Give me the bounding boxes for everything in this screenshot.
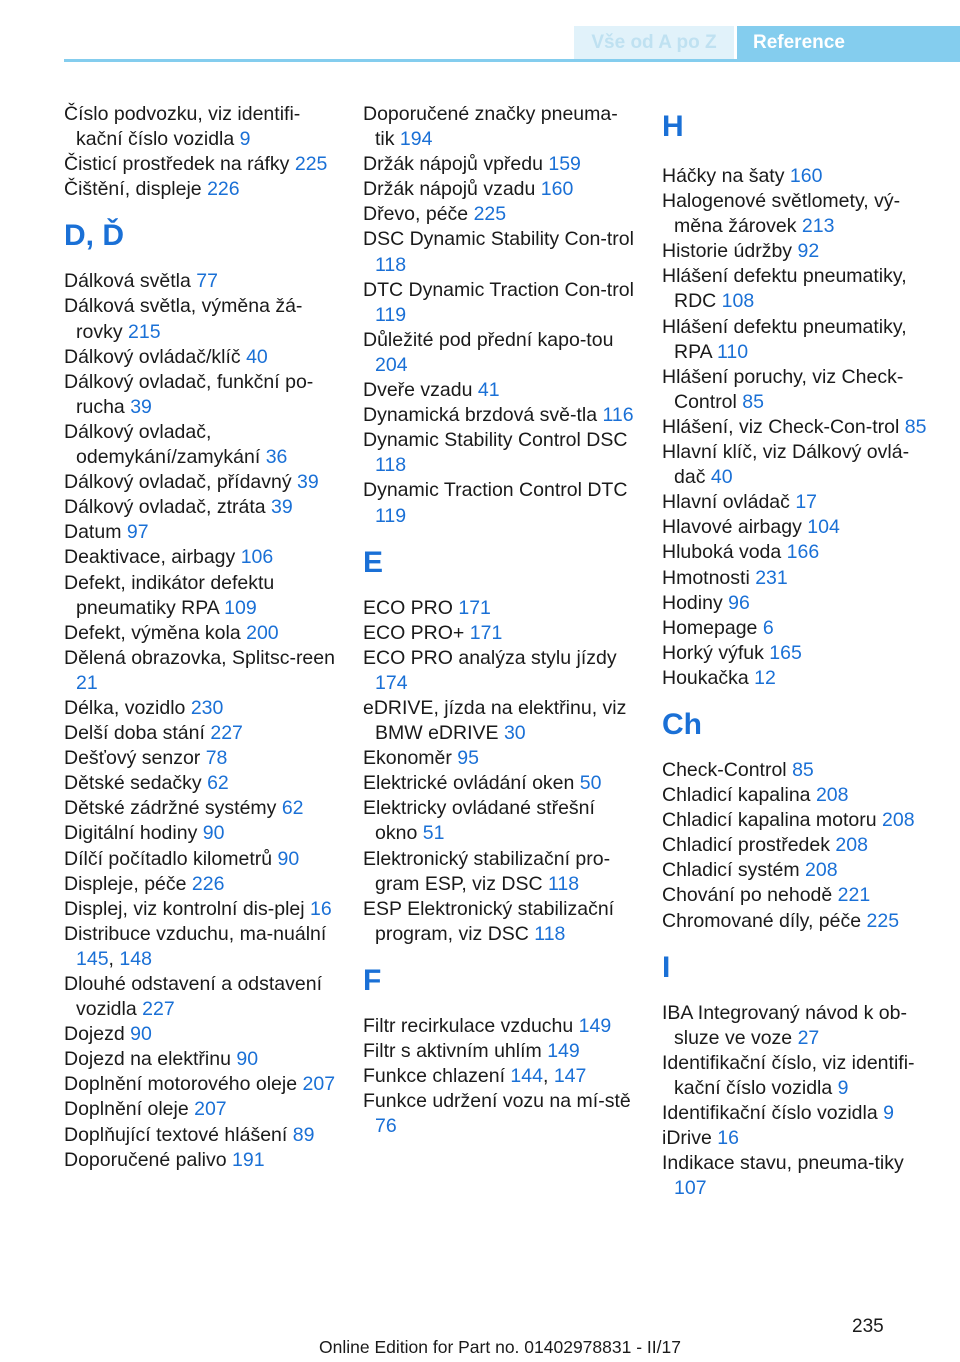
index-entry	[662, 365, 934, 415]
index-entry-text: Číslo podvozku, viz identifi‐kační číslo vozidla	[64, 103, 301, 151]
index-entry-text: ECO PRO analýza stylu jízdy	[363, 646, 617, 669]
page-reference-link[interactable]: 118	[548, 872, 580, 895]
index-entry-text: Hlášení defektu pneumatiky, RDC	[662, 265, 907, 313]
index-entry	[363, 771, 635, 796]
index-entry-text: ECO PRO+	[363, 621, 465, 644]
index-entry-text: Filtr recirkulace vzduchu	[363, 1014, 574, 1037]
page-reference-link[interactable]: 149	[547, 1040, 580, 1062]
page-reference-link[interactable]: 9	[837, 1076, 849, 1099]
index-column-3	[662, 102, 934, 1201]
page-reference-link[interactable]: 200	[246, 621, 279, 644]
index-entry	[363, 202, 635, 227]
index-entry-text: Dveře vzadu	[363, 379, 473, 402]
page-reference-link[interactable]: 97	[126, 521, 149, 544]
index-entry-text: Dělená obrazovka, Splitsc‐reen	[64, 646, 335, 669]
page-reference-link[interactable]: 165	[769, 641, 802, 664]
page-reference-link[interactable]: 145	[76, 947, 109, 970]
index-entry	[662, 591, 934, 616]
page-reference-link[interactable]: 215	[128, 320, 161, 343]
index-entry	[363, 278, 635, 328]
page-reference-link[interactable]: 16	[717, 1127, 739, 1150]
index-entry	[64, 102, 336, 152]
page-reference-link[interactable]: 50	[579, 772, 602, 795]
index-entry-text: Delší doba stání	[64, 722, 205, 745]
index-entry-text: ESP Elektronický stabilizační program, viz DSC	[363, 897, 615, 945]
header-chapter-tab: Reference	[737, 26, 960, 60]
page-reference-link[interactable]: 78	[205, 747, 228, 770]
page-reference-link[interactable]: 213	[801, 215, 835, 238]
index-entry-text: Halogenové světlomety, vý‐měna žárovek	[662, 190, 901, 238]
page-reference-link[interactable]: 171	[458, 596, 491, 619]
page-reference-link[interactable]: 208	[835, 834, 868, 857]
page-reference-link[interactable]: 89	[292, 1123, 315, 1146]
header-rule	[64, 59, 960, 62]
page-reference-link[interactable]: 227	[210, 722, 243, 745]
index-entry-text: Dálková světla	[64, 270, 191, 293]
index-entry-text: Chladicí systém	[662, 859, 800, 882]
index-entry-text: Doplnění oleje	[64, 1098, 189, 1121]
index-entry-text: Hlavní klíč, viz Dálkový ovlá‐dač	[662, 441, 910, 489]
page-reference-link[interactable]: 118	[375, 253, 407, 276]
index-entry	[363, 596, 635, 621]
index-letter-heading: E	[363, 545, 384, 579]
index-entry-text: Dálkový ovladač, přídavný	[64, 471, 292, 494]
index-entry	[363, 403, 635, 428]
page-reference-link[interactable]: 6	[762, 616, 774, 639]
index-entry	[662, 540, 934, 565]
page-reference-link[interactable]: 118	[375, 454, 407, 477]
page-reference-link[interactable]: 40	[246, 345, 268, 368]
index-entry: Distribuce vzduchu, ma‐nuální 145, 148	[64, 922, 327, 970]
index-entry-text: Filtr s aktivním uhlím	[363, 1040, 542, 1062]
page-reference-link[interactable]: 27	[797, 1026, 820, 1049]
page-reference-link[interactable]: 166	[786, 541, 820, 564]
index-entry	[662, 490, 934, 515]
index-entry	[64, 345, 336, 370]
page-reference-link[interactable]: 9	[239, 128, 251, 151]
page-reference-link[interactable]: 208	[815, 784, 849, 807]
index-entry	[64, 420, 336, 470]
index-entry-text: Elektronický stabilizační pro‐gram ESP, viz DSC	[363, 847, 611, 895]
index-entry	[662, 515, 934, 540]
index-entry	[363, 152, 635, 177]
index-entry	[363, 227, 635, 277]
index-entry	[662, 1101, 934, 1126]
index-entry-text: DSC Dynamic Stability Con‐trol	[363, 228, 634, 251]
page-reference-link[interactable]: 119	[375, 303, 407, 326]
index-entry-text: Délka, vozidlo	[64, 696, 186, 719]
index-entry	[64, 847, 336, 872]
page-reference-link[interactable]: 95	[457, 747, 479, 770]
index-letter-heading: H	[662, 110, 684, 143]
index-entry	[363, 621, 635, 646]
page-reference-link[interactable]: 107	[674, 1177, 707, 1200]
footer-edition: Online Edition for Part no. 01402978831 - II/17	[319, 1337, 681, 1357]
index-entry	[64, 545, 336, 570]
index-entry-text: Dálkový ovladač, funkční po‐rucha	[64, 370, 314, 418]
index-entry: Funkce chlazení 144, 147	[363, 1065, 587, 1088]
page-reference-link[interactable]: 116	[602, 404, 634, 427]
page-reference-link[interactable]: 204	[375, 353, 408, 376]
index-entry-text: Dynamická brzdová svě‐tla	[363, 404, 598, 427]
page-reference-link[interactable]: 36	[265, 446, 288, 469]
index-entry	[363, 746, 635, 771]
index-entry-text: IBA Integrovaný návod k ob‐sluze ve voze	[662, 1001, 907, 1049]
page-reference-link[interactable]: 39	[130, 395, 152, 418]
index-entry-text: Dílčí počítadlo kilometrů	[64, 847, 273, 870]
page-reference-link[interactable]: 90	[202, 822, 225, 845]
index-entry-text: Důležité pod přední kapo‐tou	[363, 328, 614, 351]
page-reference-link[interactable]: 160	[789, 165, 823, 187]
index-entry-text: Displeje, péče	[64, 872, 187, 895]
page-reference-link[interactable]: 30	[503, 722, 526, 745]
index-entry	[662, 616, 934, 641]
index-entry-text: Hmotnosti	[662, 566, 750, 589]
index-entry-text: Elektricky ovládané střešní okno	[363, 797, 595, 845]
index-entry-text: ECO PRO	[363, 596, 453, 619]
index-entry	[64, 520, 336, 545]
page-reference-link[interactable]: 208	[882, 809, 915, 832]
index-entry-text: Hlášení, viz Check-Con‐trol	[662, 415, 900, 438]
page-reference-link[interactable]: 17	[795, 491, 818, 514]
index-entry	[64, 1047, 336, 1072]
page-reference-link[interactable]: 144	[510, 1065, 543, 1088]
index-entry-text: Dynamic Traction Control DTC	[363, 479, 628, 502]
page-reference-link[interactable]: 207	[302, 1073, 336, 1096]
index-entry-text: Držák nápojů vzadu	[363, 178, 536, 201]
index-entry	[662, 239, 934, 264]
index-entry-text: Digitální hodiny	[64, 822, 198, 845]
index-letter-heading: D, Ď	[64, 219, 124, 253]
index-entry-text: Chladicí kapalina	[662, 784, 811, 807]
index-entry-text: Defekt, výměna kola	[64, 621, 241, 644]
index-entry-text: eDRIVE, jízda na elektřinu, viz BMW eDRIVE	[363, 696, 627, 745]
index-entry	[363, 378, 635, 403]
page-reference-link[interactable]: 208	[805, 859, 838, 882]
page-reference-link[interactable]: 77	[196, 270, 218, 293]
index-entry-text: Chladicí kapalina motoru	[662, 809, 877, 832]
index-entry	[64, 1148, 336, 1173]
index-entry-text: DTC Dynamic Traction Con‐trol	[363, 278, 634, 301]
index-entry	[64, 872, 336, 897]
page-reference-link[interactable]: 9	[883, 1102, 894, 1124]
index-entry	[363, 1089, 635, 1139]
index-entry	[363, 696, 635, 746]
index-entry-text: Distribuce vzduchu, ma‐nuální	[64, 922, 327, 945]
index-entry-text: Historie údržby	[662, 240, 793, 263]
index-entry	[662, 264, 934, 314]
page-reference-link[interactable]: 110	[717, 340, 749, 363]
page-reference-link[interactable]: 194	[399, 128, 433, 151]
page-reference-link[interactable]: 160	[540, 178, 574, 201]
index-entry-text: Hluboká voda	[662, 541, 782, 564]
index-entry	[64, 646, 336, 696]
index-letter-heading: Ch	[662, 707, 702, 741]
index-entry	[64, 269, 336, 294]
index-entry-text: Dojezd	[64, 1023, 125, 1046]
index-entry	[363, 646, 635, 696]
page-reference-link[interactable]: 104	[807, 516, 840, 539]
index-entry-text: Chromované díly, péče	[662, 909, 862, 932]
index-letter-heading: F	[363, 963, 382, 997]
page-reference-link[interactable]: 106	[240, 546, 274, 569]
index-letter-heading: I	[662, 950, 671, 984]
page-reference-link[interactable]: 16	[310, 897, 332, 920]
page-reference-link[interactable]: 62	[281, 797, 304, 820]
index-entry	[64, 1072, 336, 1097]
header-section-tab: Vše od A po Z	[574, 26, 734, 60]
page-reference-link[interactable]: 41	[477, 379, 500, 402]
index-entry	[64, 294, 336, 344]
index-entry	[662, 1151, 934, 1201]
index-entry-text: Dálkový ovladač, ztráta	[64, 496, 266, 519]
index-entry	[64, 771, 336, 796]
page-reference-link[interactable]: 12	[754, 666, 776, 689]
index-entry-text: Hodiny	[662, 591, 723, 614]
index-entry	[662, 415, 934, 440]
index-entry-text: Dešťový senzor	[64, 747, 201, 770]
page-reference-link[interactable]: 40	[710, 466, 733, 489]
index-entry	[64, 721, 336, 746]
index-entry	[64, 821, 336, 846]
index-entry-text: Funkce chlazení	[363, 1065, 505, 1088]
index-entry-text: iDrive	[662, 1127, 712, 1150]
page-reference-link[interactable]: 119	[375, 504, 407, 527]
page-number: 235	[852, 1316, 884, 1337]
index-entry-text: Doplňující textové hlášení	[64, 1123, 288, 1146]
index-entry-text: Deaktivace, airbagy	[64, 546, 236, 569]
index-entry-text: Hlavové airbagy	[662, 516, 802, 539]
index-entry	[363, 796, 635, 846]
page-reference-link[interactable]: 108	[721, 290, 755, 313]
index-entry	[64, 1097, 336, 1122]
index-entry	[363, 847, 635, 897]
index-entry	[363, 897, 635, 947]
index-entry-text: Dětské sedačky	[64, 772, 202, 795]
page-reference-link[interactable]: 221	[837, 884, 871, 907]
index-entry	[662, 909, 934, 934]
page-reference-link[interactable]: 85	[792, 758, 814, 781]
page-reference-link[interactable]: 96	[728, 591, 750, 614]
page-reference-link[interactable]: 174	[375, 671, 408, 694]
page-reference-link[interactable]: 226	[191, 872, 225, 895]
page-reference-link[interactable]: 92	[797, 240, 820, 263]
index-entry-text: Funkce udržení vozu na mí‐stě	[363, 1090, 631, 1113]
index-entry	[662, 1001, 934, 1051]
index-entry-text: Doporučené značky pneuma‐tik	[363, 103, 618, 151]
index-entry	[64, 696, 336, 721]
page-reference-link[interactable]: 90	[236, 1048, 259, 1071]
page-reference-link[interactable]: 225	[473, 203, 507, 226]
index-entry	[662, 1126, 934, 1151]
index-entry-text: Horký výfuk	[662, 641, 764, 664]
page-reference-link[interactable]: 231	[755, 566, 788, 589]
index-entry	[662, 440, 934, 490]
index-entry	[64, 370, 336, 420]
index-entry-text: Dětské zádržné systémy	[64, 797, 277, 820]
index-column-2	[363, 102, 635, 1139]
index-entry-text: Doplnění motorového oleje	[64, 1073, 298, 1096]
index-entry	[662, 164, 934, 189]
page-reference-link[interactable]: 191	[232, 1148, 265, 1171]
index-entry-text: Ekonoměr	[363, 747, 452, 770]
index-entry	[64, 897, 336, 922]
index-entry	[662, 758, 934, 783]
index-entry	[662, 833, 934, 858]
index-entry-text: Čištění, displeje	[64, 178, 202, 201]
index-entry	[363, 1039, 635, 1064]
index-entry-text: Doporučené palivo	[64, 1148, 227, 1171]
index-entry	[64, 796, 336, 821]
index-entry	[64, 972, 336, 1022]
page-reference-link[interactable]: 62	[207, 772, 229, 795]
index-entry	[662, 858, 934, 883]
page-reference-link[interactable]: 39	[297, 471, 319, 494]
index-entry-text: Displej, viz kontrolní dis‐plej	[64, 897, 305, 920]
index-entry-text: Houkačka	[662, 666, 749, 689]
index-entry-text: Dojezd na elektřinu	[64, 1048, 231, 1071]
index-entry	[662, 189, 934, 239]
page-reference-link[interactable]: 226	[207, 178, 240, 201]
index-entry	[363, 1014, 635, 1039]
index-entry-text: Dálkový ovladač, odemykání/zamykání	[64, 420, 261, 469]
index-entry-text: Dálková světla, výměna žá‐rovky	[64, 295, 303, 343]
index-entry	[662, 641, 934, 666]
index-entry-text: Chování po nehodě	[662, 884, 833, 907]
index-entry-text: Homepage	[662, 616, 758, 639]
index-entry	[64, 152, 336, 177]
index-entry-text: Defekt, indikátor defektu pneumatiky RPA	[64, 571, 275, 619]
index-entry	[64, 1123, 336, 1148]
index-entry-text: Datum	[64, 521, 122, 544]
page-reference-link[interactable]: 85	[904, 415, 927, 438]
index-entry	[363, 428, 635, 478]
index-entry	[662, 666, 934, 691]
page-reference-link[interactable]: 90	[130, 1023, 152, 1046]
index-entry	[363, 328, 635, 378]
index-entry-text: Hlavní ovládač	[662, 491, 790, 514]
index-entry	[64, 746, 336, 771]
index-entry-text: Háčky na šaty	[662, 165, 785, 187]
index-entry	[64, 1022, 336, 1047]
index-entry	[662, 566, 934, 591]
index-entry	[363, 177, 635, 202]
index-entry	[64, 621, 336, 646]
index-entry-text: Chladicí prostředek	[662, 834, 830, 857]
page-reference-link[interactable]: 148	[119, 947, 152, 970]
page-reference-link[interactable]: 39	[271, 496, 293, 519]
index-entry-text: Dřevo, péče	[363, 203, 469, 226]
index-entry-text: Dynamic Stability Control DSC	[363, 429, 628, 452]
page-reference-link[interactable]: 118	[534, 922, 566, 945]
index-entry-text: Čisticí prostředek na ráfky	[64, 153, 290, 176]
page-reference-link[interactable]: 230	[190, 696, 224, 719]
index-entry	[64, 177, 336, 202]
index-entry-text: Elektrické ovládání oken	[363, 772, 575, 795]
index-entry-text: Indikace stavu, pneuma‐tiky	[662, 1152, 904, 1175]
index-entry	[662, 315, 934, 365]
page-reference-link[interactable]: 76	[375, 1115, 397, 1138]
index-entry-text: Dlouhé odstavení a odstavení vozidla	[64, 973, 323, 1021]
index-entry-text: Identifikační číslo vozidla	[662, 1102, 878, 1124]
index-entry-text: Check-Control	[662, 758, 787, 781]
page-reference-link[interactable]: 225	[294, 153, 328, 176]
page-reference-link[interactable]: 51	[422, 822, 445, 845]
index-entry	[662, 808, 934, 833]
index-column-1	[64, 102, 336, 1173]
index-entry	[64, 571, 336, 621]
page-reference-link[interactable]: 207	[194, 1098, 227, 1121]
index-entry	[64, 470, 336, 495]
index-entry-text: Identifikační číslo, viz identifi‐kační číslo vozidla	[662, 1051, 915, 1099]
index-entry-text: Hlášení defektu pneumatiky, RPA	[662, 315, 907, 363]
index-entry	[662, 783, 934, 808]
page-reference-link[interactable]: 109	[224, 596, 257, 619]
index-entry	[363, 102, 635, 152]
page-reference-link[interactable]: 149	[578, 1014, 612, 1037]
index-entry	[662, 883, 934, 908]
page-reference-link[interactable]: 90	[277, 847, 300, 870]
page-reference-link[interactable]: 21	[76, 671, 98, 694]
page-reference-link[interactable]: 159	[548, 153, 581, 176]
index-entry-text: Dálkový ovládač/klíč	[64, 345, 241, 368]
index-entry	[363, 478, 635, 528]
page-reference-link[interactable]: 227	[142, 998, 175, 1021]
index-entry	[64, 495, 336, 520]
page-reference-link[interactable]: 171	[469, 621, 503, 644]
index-entry-text: Držák nápojů vpředu	[363, 153, 543, 176]
page-reference-link[interactable]: 85	[742, 390, 764, 413]
page-reference-link[interactable]: 147	[553, 1065, 587, 1088]
page-reference-link[interactable]: 225	[866, 909, 900, 932]
index-entry-text: Hlášení poruchy, viz Check-Control	[662, 365, 904, 413]
index-entry	[662, 1051, 934, 1101]
